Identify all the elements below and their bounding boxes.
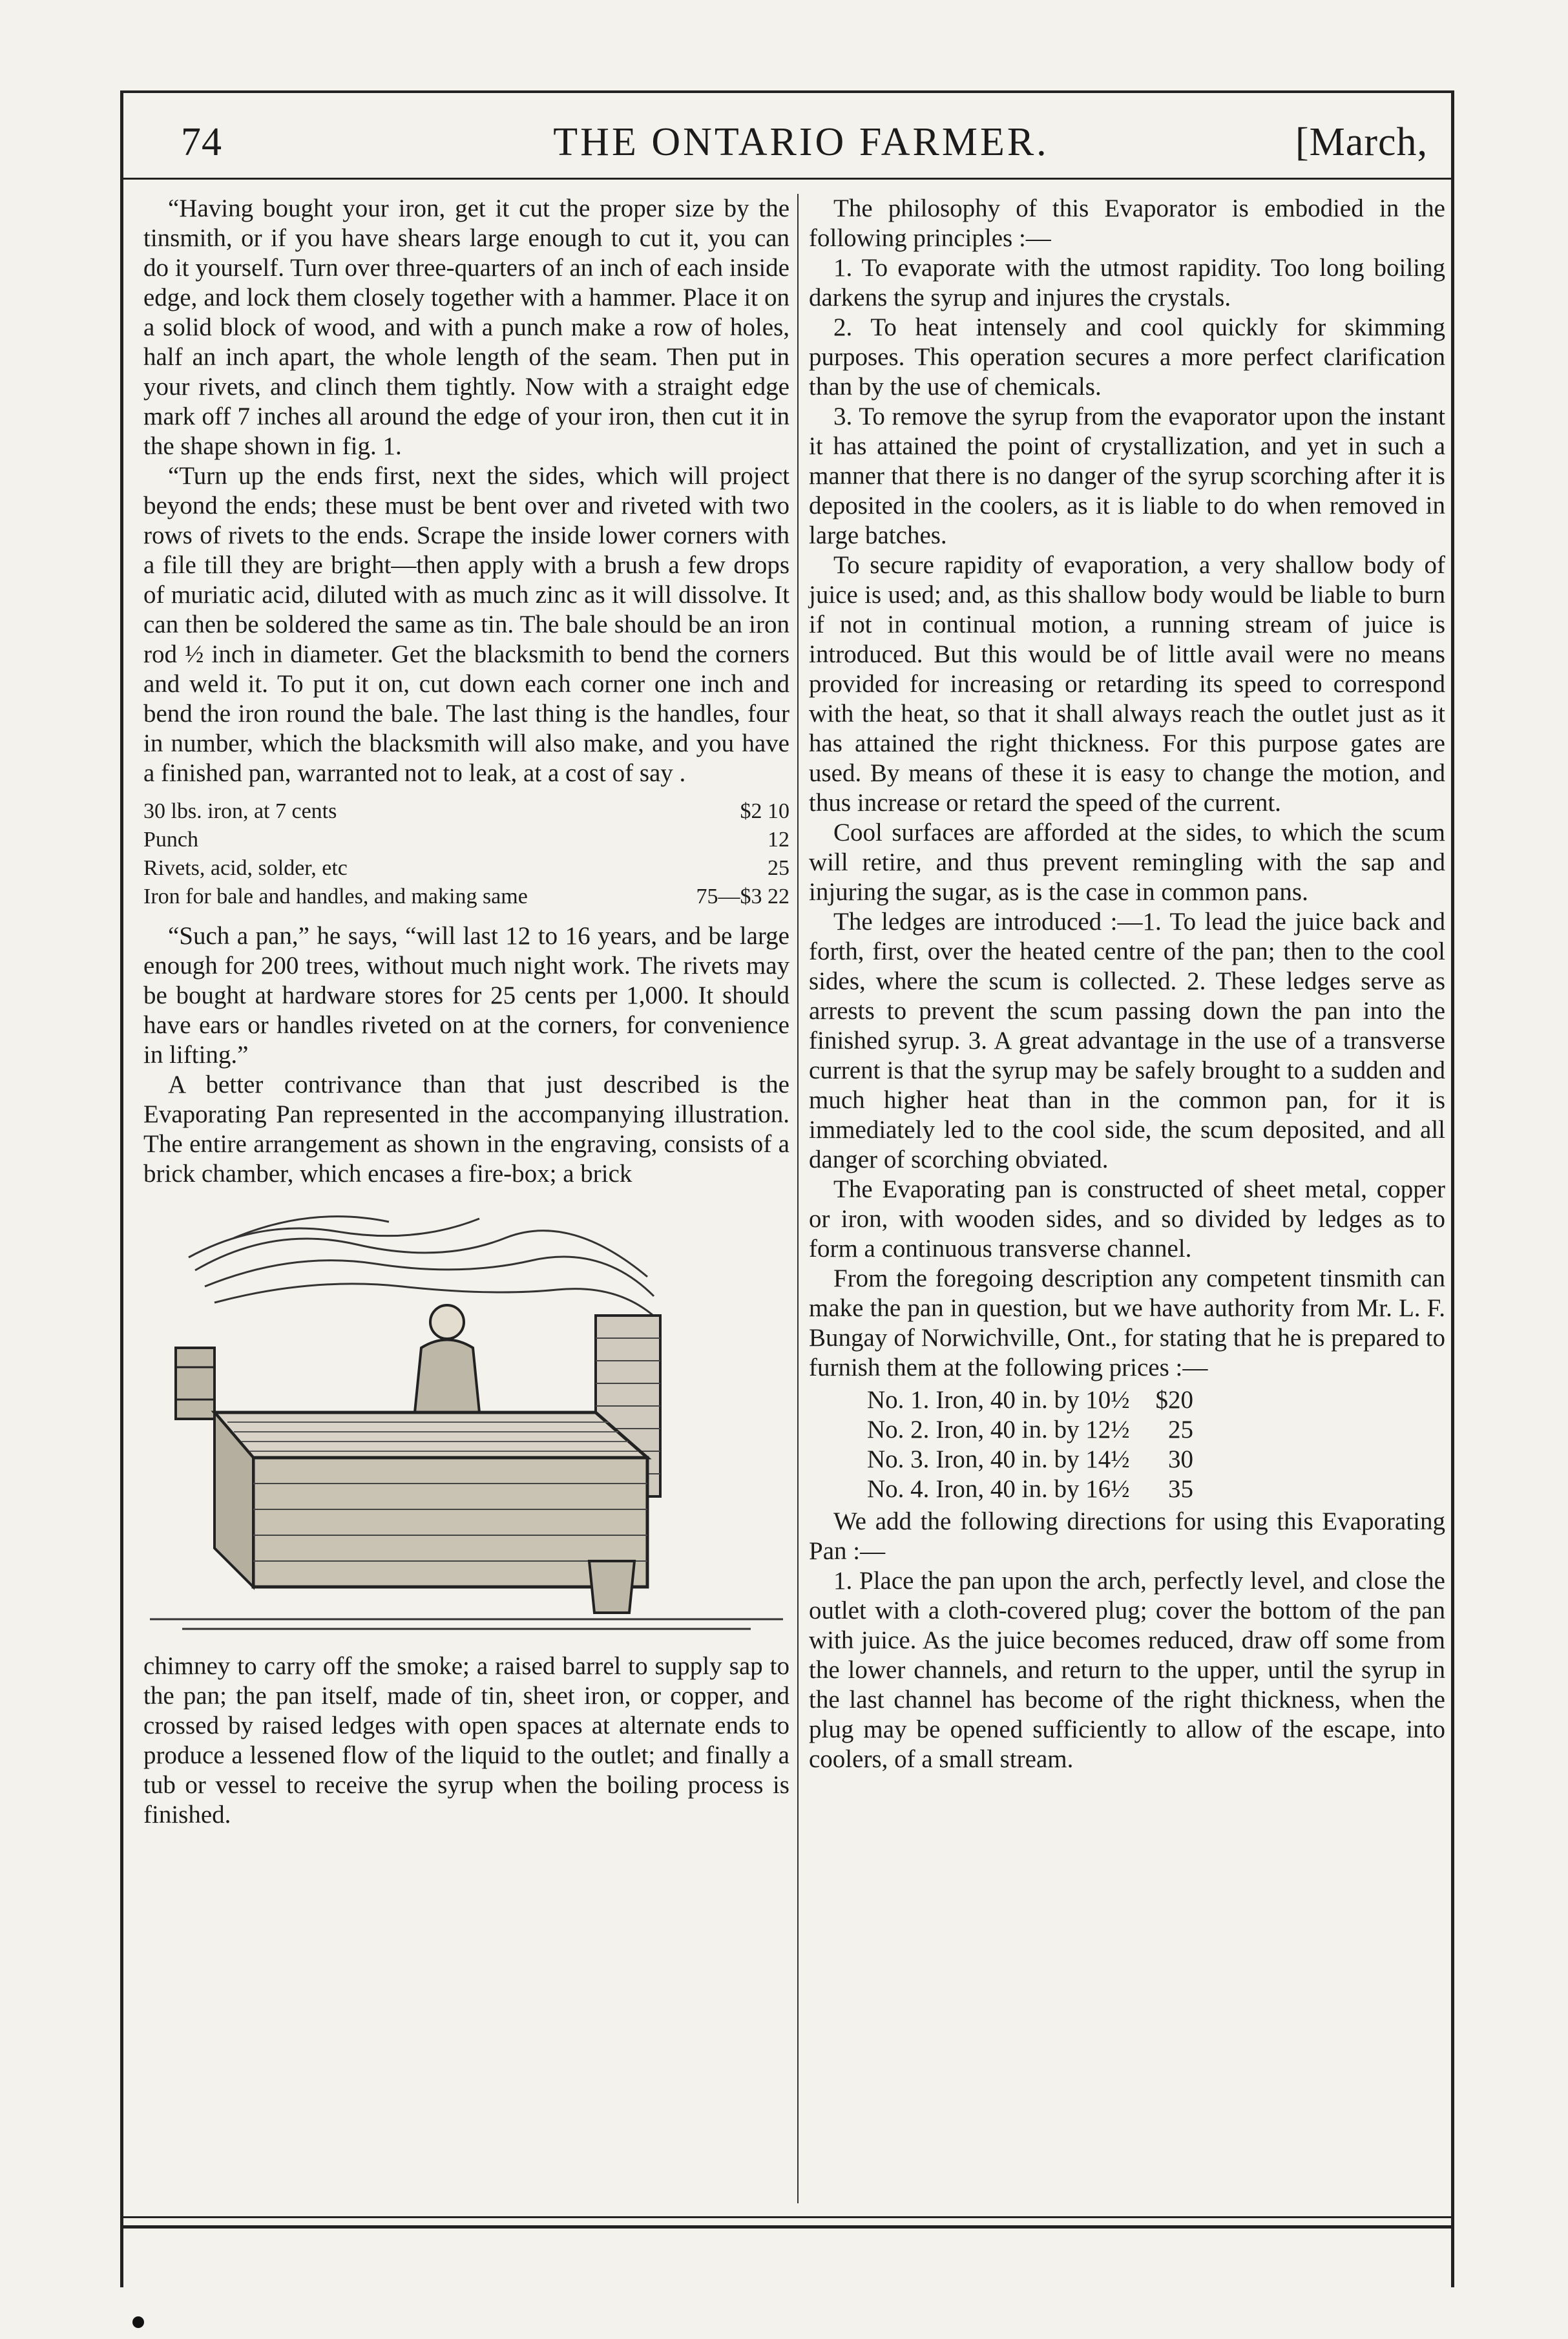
column-divider: [797, 194, 799, 2203]
paragraph: “Such a pan,” he says, “will last 12 to 16 years, and be large enough for 200 trees, without much night work. The rivets may be bought at hardware stores for 25 cents per 1,000. It should have ears or handles riveted on at the corners, for convenience in lifting.”: [143, 922, 789, 1069]
cost-item: Iron for bale and handles, and making same: [143, 885, 528, 908]
price-description: Iron, 40 in. by 10½: [936, 1386, 1130, 1414]
page-number: 74: [181, 120, 222, 164]
paragraph: 3. To remove the syrup from the evaporator upon the instant it has attained the point of crystallization, and yet in such a manner that there is no danger of the syrup scorching after it is deposited in the coolers, as it is liable to do when removed in large batches.: [809, 403, 1445, 549]
cost-amount: 25: [768, 856, 789, 880]
cost-item: Punch: [143, 828, 198, 852]
left-column: [143, 194, 789, 1830]
worker-figure: [415, 1305, 479, 1412]
cost-table: [143, 797, 789, 911]
page-title: THE ONTARIO FARMER.: [553, 120, 1049, 164]
paragraph: From the foregoing description any competent tinsmith can make the pan in question, but we have authority from Mr. L. F. Bungay of Norwichville, Ont., for stating that he is prepared to furnish them at the following prices :—: [809, 1264, 1445, 1381]
paragraph: 2. To heat intensely and cool quickly for skimming purposes. This operation secures a more perfect clarification than by the use of chemicals.: [809, 313, 1445, 401]
paragraph: The philosophy of this Evaporator is embodied in the following principles :—: [809, 194, 1445, 252]
price-description: Iron, 40 in. by 14½: [936, 1445, 1130, 1473]
price-table: [867, 1385, 1200, 1504]
table-row: [867, 1385, 1200, 1415]
price-value: 30: [1167, 1445, 1193, 1473]
evaporating-pan: [214, 1412, 647, 1458]
sap-barrel: [176, 1348, 214, 1419]
right-column: [809, 194, 1445, 1774]
paragraph: A better contrivance than that just described is the Evaporating Pan represented in the accompanying illustration. The entire arrangement as shown in the engraving, consists of a brick chamber, which encases a fire-box; a brick: [143, 1071, 789, 1188]
price-description: Iron, 40 in. by 12½: [936, 1416, 1130, 1443]
syrup-tub: [589, 1561, 634, 1613]
price-number: No. 3.: [867, 1445, 930, 1473]
table-row: [143, 826, 789, 854]
table-row: [143, 883, 789, 911]
price-number: No. 1.: [867, 1386, 930, 1414]
smoke-plume: [189, 1217, 660, 1322]
bottom-rule-double: [120, 2225, 1451, 2229]
paragraph: “Having bought your iron, get it cut the proper size by the tinsmith, or if you have shears large enough to cut it, you can do it yourself. Turn over three-quarters of an inch of each inside edge, and lock them closely together with a hammer. Place it on a solid block of wood, and with a punch make a row of holes, half an inch apart, the whole length of the seam. Then put in your rivets, and clinch them tightly. Now with a straight edge mark off 7 inches all around the edge of your iron, then cut it in the shape shown in fig. 1.: [143, 194, 789, 460]
top-rule: [120, 90, 1451, 93]
table-row: [143, 854, 789, 883]
ink-spot: [132, 2316, 144, 2328]
price-number: No. 2.: [867, 1416, 930, 1443]
table-row: [143, 797, 789, 826]
table-row: [867, 1474, 1200, 1504]
paragraph: Cool surfaces are afforded at the sides, to which the scum will retire, and thus prevent remingling with the sap and injuring the sugar, as is the case in common pans.: [809, 819, 1445, 906]
evaporator-illustration: [143, 1199, 789, 1639]
paragraph: To secure rapidity of evaporation, a very shallow body of juice is used; and, as this shallow body would be liable to burn if not in continual motion, a running stream of juice is introduced. But this would be of little avail were no means provided for increasing or retarding its speed to correspond with the heat, so that it shall always reach the outlet just as it has attained the right thickness. For this purpose gates are used. By means of these it is easy to change the motion, and thus increase or retard the speed of the current.: [809, 551, 1445, 817]
paragraph: The Evaporating pan is constructed of sheet metal, copper or iron, with wooden sides, and so divided by ledges as to form a continuous transverse channel.: [809, 1175, 1445, 1263]
page-month: [March,: [1295, 120, 1428, 164]
cost-amount: 12: [768, 828, 789, 852]
cost-amount: 75—$3 22: [696, 885, 789, 908]
paragraph: The ledges are introduced :—1. To lead the juice back and forth, first, over the heated centre of the pan; then to the cool sides, where the scum is collected. 2. These ledges serve as arrests to prevent the scum passing down the pan into the finished syrup. 3. A great advantage in the use of a transverse current is that the syrup may be safely brought to a sudden and much higher heat than in the common pan, for it is immediately led to the cool side, the scum deposited, and all danger of scorching obviated.: [809, 908, 1445, 1173]
price-value: 25: [1167, 1416, 1193, 1443]
paragraph: “Turn up the ends first, next the sides, which will project beyond the ends; these must be bent over and riveted with two rows of rivets to the ends. Scrape the inside lower corners with a file till they are bright—then apply with a brush a few drops of muriatic acid, diluted with as much zinc as it will dissolve. It can then be soldered the same as tin. The bale should be an iron rod ½ inch in diameter. Get the blacksmith to bend the corners and weld it. To put it on, cut down each corner one inch and bend the iron round the bale. The last thing is the handles, four in number, which the blacksmith will also make, and you have a finished pan, warranted not to leak, at a cost of say .: [143, 462, 789, 787]
paragraph: chimney to carry off the smoke; a raised barrel to supply sap to the pan; the pan itself, made of tin, sheet iron, or copper, and crossed by raised ledges with open spaces at alternate ends to produce a lessened flow of the liquid to the outlet; and finally a tub or vessel to receive the syrup when the boiling process is finished.: [143, 1652, 789, 1829]
cost-item: 30 lbs. iron, at 7 cents: [143, 799, 337, 823]
price-number: No. 4.: [867, 1475, 930, 1503]
cost-amount: $2 10: [740, 799, 789, 823]
price-description: Iron, 40 in. by 16½: [936, 1475, 1130, 1503]
table-row: [867, 1445, 1200, 1474]
header-rule: [120, 178, 1451, 180]
price-value: $20: [1155, 1386, 1193, 1414]
ground-lines: [150, 1619, 783, 1629]
price-value: 35: [1167, 1475, 1193, 1503]
cost-item: Rivets, acid, solder, etc: [143, 856, 348, 880]
table-row: [867, 1415, 1200, 1445]
paragraph: 1. To evaporate with the utmost rapidity. Too long boiling darkens the syrup and injures the crystals.: [809, 254, 1445, 311]
bottom-rule: [120, 2216, 1451, 2218]
evaporator-engraving: [143, 1199, 789, 1639]
paragraph: We add the following directions for using this Evaporating Pan :—: [809, 1507, 1445, 1565]
page-header: [174, 113, 1428, 171]
paragraph: 1. Place the pan upon the arch, perfectly level, and close the outlet with a cloth-covered plug; cover the bottom of the pan with juice. As the juice becomes reduced, draw off some from the lower channels, and return to the upper, until the syrup in the last channel has become of the right thickness, when the plug may be opened sufficiently to allow of the escape, into coolers, of a small stream.: [809, 1567, 1445, 1773]
